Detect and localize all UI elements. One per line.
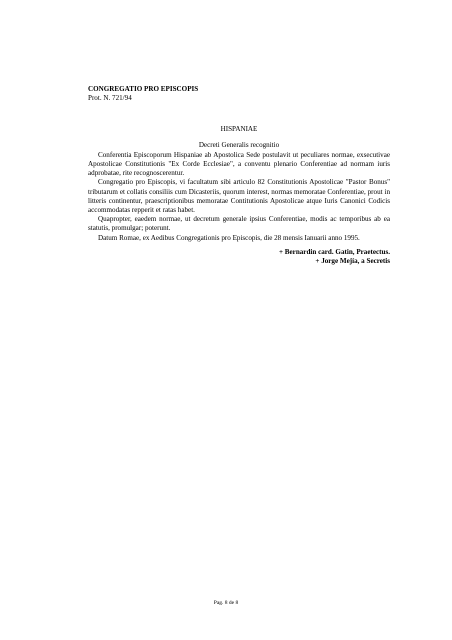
decree-title: Decreti Generalis recognitio [198,140,280,149]
decree-paragraph: Congregatio pro Episcopis, vi facultatum sibi articulo 82 Constitutionis Apostolicae "Pastor Bonus" tributarum et collatis consiliis cum Dicasteriis, quorum interest, normas memoratae Conferentiae, prout in litteris continentur, praescriptionibus memoratae Contitutionis Apostolicae atque Iuris Canonici Codicis accommodatas repperit et ratas habet. [88,178,390,215]
document-body [88,85,390,266]
signature-block [88,248,390,266]
page-number: Pag. 8 de 8 [213,600,239,606]
region-heading: HISPANIAE [220,125,258,134]
decree-paragraph: Conferentia Episcoporum Hispaniae ab Apostolica Sede postulavit ut peculiares normae, exsecutivae Apostolicae Constitutionis "Ex Corde Ecclesiae", a conventu plenario Conferentiae ad normam iuris adprobatae, rite recognoscerentur. [88,150,390,178]
congregation-heading: CONGREGATIO PRO EPISCOPIS [88,85,199,93]
decree-paragraph: Datum Romae, ex Aedibus Congregationis pro Episcopis, die 28 mensis Ianuarii anno 1995. [98,233,360,242]
protocol-number: Prot. N. 721/94 [88,94,132,103]
signature-secretary: + Jorge Mejía, a Secretis [315,257,390,266]
signature-prefect: + Bernardin card. Gatin, Praetectus. [278,247,390,256]
decree-paragraph: Quapropter, eaedem normae, ut decretum generale ipsius Conferentiae, modis ac temporibus ab ea statutis, promulgar; poterunt. [88,215,390,233]
